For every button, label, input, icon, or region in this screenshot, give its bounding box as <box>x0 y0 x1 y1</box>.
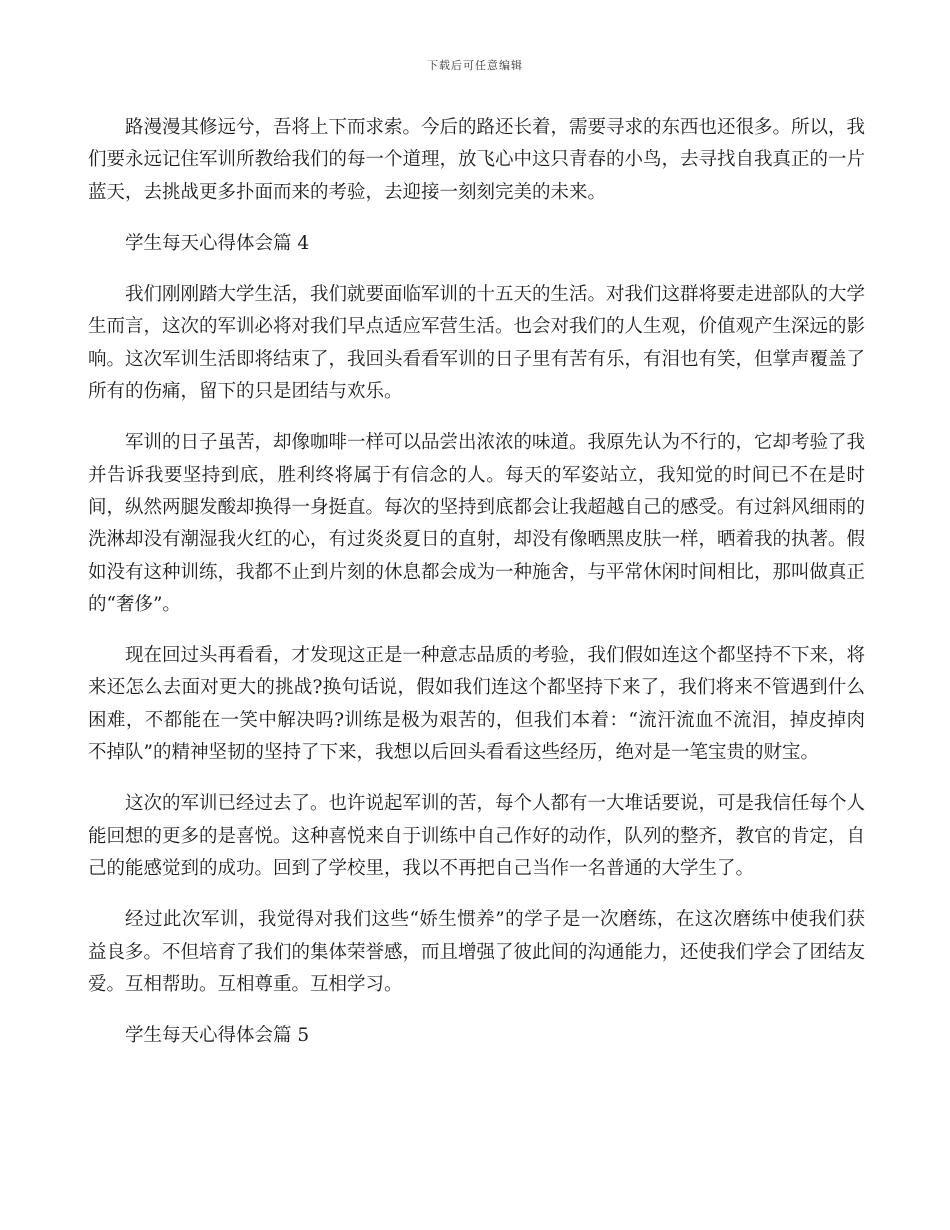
section-heading: 学生每天心得体会篇 5 <box>125 1025 310 1047</box>
paragraph: 现在回过头再看看，才发现这正是一种意志品质的考验，我们假如连这个都坚持不下来，将来还怎么去面对更大的挑战?换句话说，假如我们连这个都坚持下来了，我们将来不管遇到什么困难，不都能在一笑中解决吗?训练是极为艰苦的，但我们本着：“流汗流血不流泪，掉皮掉肉不掉队”的精神坚韧的坚持了下来，我想以后回头看看这些经历，绝对是一笔宝贵的财宝。 <box>88 645 866 764</box>
page-header-note: 下载后可任意编辑 <box>427 59 523 72</box>
paragraph: 路漫漫其修远兮，吾将上下而求索。今后的路还长着，需要寻求的东西也还很多。所以，我们要永远记住军训所教给我们的每一个道理，放飞心中这只青春的小鸟，去寻找自我真正的一片蓝天，去挑战更多扑面而来的考验，去迎接一刻刻完美的未来。 <box>88 117 866 203</box>
document-body <box>88 112 865 1071</box>
paragraph: 这次的军训已经过去了。也许说起军训的苦，每个人都有一大堆话要说，可是我信任每个人能回想的更多的是喜悦。这种喜悦来自于训练中自己作好的动作，队列的整齐，教官的肯定，自己的能感觉到的成功。回到了学校里，我以不再把自己当作一名普通的大学生了。 <box>88 793 866 879</box>
paragraph: 军训的日子虽苦，却像咖啡一样可以品尝出浓浓的味道。我原先认为不行的，它却考验了我并告诉我要坚持到底，胜利终将属于有信念的人。每天的军姿站立，我知觉的时间已不在是时间，纵然两腿发酸却换得一身挺直。每次的坚持到底都会让我超越自己的感受。有过斜风细雨的洗淋却没有潮湿我火红的心，有过炎炎夏日的直射，却没有像晒黑皮肤一样，晒着我的执著。假如没有这种训练，我都不止到片刻的休息都会成为一种施舍，与平常休闲时间相比，那叫做真正的“奢侈”。 <box>88 432 866 615</box>
paragraph: 经过此次军训，我觉得对我们这些“娇生惯养”的学子是一次磨练，在这次磨练中使我们获益良多。不但培育了我们的集体荣誉感，而且增强了彼此间的沟通能力，还使我们学会了团结友爱。互相帮助。互相尊重。互相学习。 <box>88 909 866 995</box>
paragraph: 我们刚刚踏大学生活，我们就要面临军训的十五天的生活。对我们这群将要走进部队的大学生而言，这次的军训必将对我们早点适应军营生活。也会对我们的人生观，价值观产生深远的影响。这次军训生活即将结束了，我回头看看军训的日子里有苦有乐，有泪也有笑，但掌声覆盖了所有的伤痛，留下的只是团结与欢乐。 <box>88 284 866 403</box>
section-heading: 学生每天心得体会篇 4 <box>125 232 310 254</box>
